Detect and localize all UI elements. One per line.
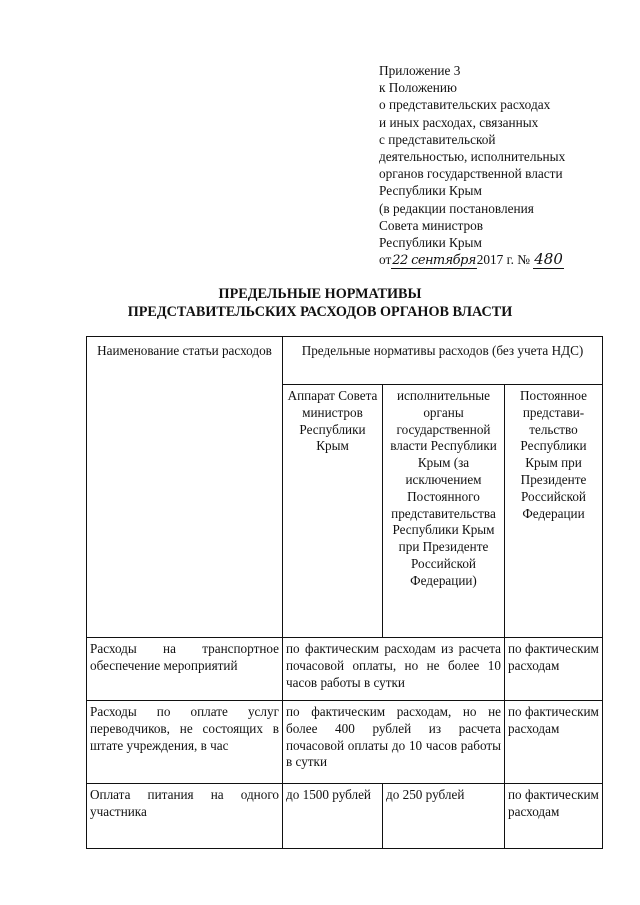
appendix-line: с представительской <box>379 131 496 147</box>
appendix-line: деятельностью, исполнительных <box>379 149 566 165</box>
header-norms: Предельные нормативы расходов (без учета НДС) <box>283 337 603 385</box>
row-name: Расходы по оплате услуг переводчиков, не состоящих в штате учреждения, в час <box>87 701 283 784</box>
appendix-line: Республики Крым <box>379 183 482 199</box>
table-row <box>87 701 603 784</box>
row-name: Оплата питания на одного участника <box>87 784 283 849</box>
header-col-apparat: Аппарат Совета министров Республики Крым <box>283 385 383 638</box>
handwritten-number: 480 <box>534 250 563 269</box>
header-col-executive: исполнительные органы государственной власти Республики Крым (за исключением Постоянного представительства Республики Крым при Президенте Российской Федерации) <box>383 385 505 638</box>
date-prefix: от <box>379 252 392 268</box>
title-line-2: ПРЕДСТАВИТЕЛЬСКИХ РАСХОДОВ ОРГАНОВ ВЛАСТИ <box>127 304 513 320</box>
appendix-line: (в редакции постановления <box>379 200 534 216</box>
row-name: Расходы на транспортное обеспечение мероприятий <box>87 638 283 701</box>
appendix-line: Приложение 3 <box>379 63 461 78</box>
appendix-line: о представительских расходах <box>379 97 551 113</box>
appendix-line: Республики Крым <box>379 235 482 251</box>
appendix-line: к Положению <box>379 80 457 96</box>
row-merged-norm: по фактическим расходам из расчета почасовой оплаты, но не более 10 часов работы в сутки <box>283 638 505 701</box>
table-header-row <box>87 337 603 385</box>
title-line-1: ПРЕДЕЛЬНЫЕ НОРМАТИВЫ <box>218 286 422 302</box>
row-apparat-norm: до 1500 рублей <box>283 784 383 849</box>
date-year: 2017 г. № <box>476 252 530 268</box>
row-permanent-norm: по фактическим расходам <box>505 701 603 784</box>
appendix-block <box>379 62 565 269</box>
row-merged-norm: по фактическим расходам, но не более 400 рублей из расчета почасовой оплаты до 10 часов работы в сутки <box>283 701 505 784</box>
header-item-name: Наименование статьи расходов <box>87 337 283 638</box>
appendix-line: и иных расходах, связанных <box>379 114 539 130</box>
table-row <box>87 784 603 849</box>
handwritten-date: 22 сентября <box>392 253 476 269</box>
row-executive-norm: до 250 рублей <box>383 784 505 849</box>
resolution-date-line <box>379 251 565 269</box>
norms-table <box>86 336 603 849</box>
appendix-line: органов государственной власти <box>379 166 563 182</box>
table-row <box>87 638 603 701</box>
row-permanent-norm: по фактическим расходам <box>505 638 603 701</box>
header-col-permanent: Постоянное представи-тельство Республики Крым при Президенте Российской Федерации <box>505 385 603 638</box>
appendix-line: Совета министров <box>379 217 484 233</box>
row-permanent-norm: по фактическим расходам <box>505 784 603 849</box>
document-title <box>0 285 640 321</box>
